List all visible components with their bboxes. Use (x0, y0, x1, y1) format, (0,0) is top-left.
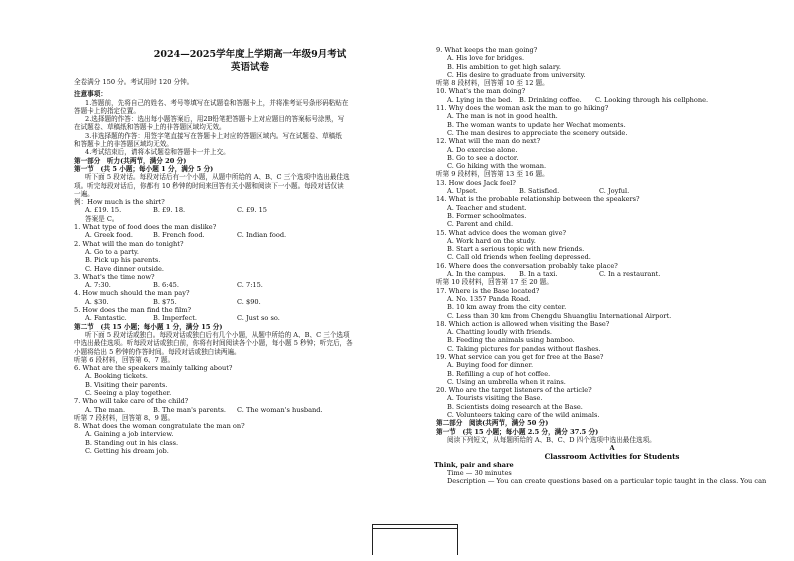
option: C. Have dinner outside. (85, 264, 164, 273)
option: C. In a restaurant. (599, 270, 661, 279)
question: 19. What service can you get for free at the Base? (436, 352, 604, 361)
notice-line: 在试题卷、草稿纸和答题卡上的非答题区域均无效。 (74, 123, 226, 132)
option: A. Teacher and student. (447, 203, 527, 212)
option: B. Start a serious topic with new friends. (447, 245, 585, 254)
option: B. Imperfect. (153, 314, 197, 323)
question: 20. Who are the target listeners of the article? (436, 386, 592, 395)
options-row (74, 231, 426, 239)
notice-line: 答题卡上的指定位置。 (74, 106, 140, 115)
options-row (74, 406, 426, 414)
options-row (74, 314, 426, 322)
option: B. The woman wants to update her Wechat moments. (447, 120, 626, 129)
section1-desc: 听下面 5 段对话。每段对话后有一个小题，从题中所给的 A、B、C 三个选项中选出最佳选 (85, 173, 350, 182)
option: A. His love for bridges. (447, 54, 525, 63)
option: C. The man desires to appreciate the scenery outside. (447, 128, 628, 137)
option: A. Go to a party. (85, 247, 139, 256)
option: B. Feeding the animals using bamboo. (447, 336, 575, 345)
option: C. Parent and child. (447, 220, 514, 229)
option: B. Refilling a cup of hot coffee. (447, 369, 551, 378)
option: A. Upset. (447, 187, 478, 196)
section2-heading: 第二节 (共 15 小题；每小题 1 分，满分 15 分) (74, 322, 223, 331)
option: C. Taking pictures for pandas without flashes. (447, 344, 601, 353)
question: 3. What's the time now? (74, 272, 155, 281)
option: A. Fantastic. (85, 314, 127, 323)
question: 8. What does the woman congratulate the man on? (74, 422, 245, 431)
section2-desc: 听下面 5 段对话或独白。每段对话或独白后有几个小题，从题中所给的 A、B、C 三个选项 (85, 330, 350, 339)
option: C. $90. (237, 297, 261, 306)
listen-instruction: 听第 9 段材料，回答第 13 至 16 题。 (436, 170, 549, 179)
option: C. His desire to graduate from university. (447, 70, 586, 79)
activity-description: Description — You can create questions based on a particular topic taught in the class. You can (447, 477, 767, 486)
option: B. The man's parents. (153, 405, 226, 414)
question: 4. How much should the man pay? (74, 289, 190, 298)
option: C. Joyful. (599, 187, 630, 196)
exam-subtitle: 英语试卷 (230, 62, 269, 73)
question: 1. What type of food does the man dislike? (74, 223, 217, 232)
question: 12. What will the man do next? (436, 137, 541, 146)
options-row (74, 281, 426, 289)
question: 2. What will the man do tonight? (74, 239, 184, 248)
section2-desc: 小题将给出 5 秒钟的作答时间。每段对话或独白读两遍。 (74, 347, 241, 356)
options-row (74, 298, 426, 306)
option: B. 10 km away from the city center. (447, 303, 567, 312)
option: A. $30. (85, 297, 109, 306)
reading-section1-desc: 阅读下列短文，从每题所给的 A、B、C、D 四个选项中选出最佳选项。 (447, 435, 656, 444)
part1-heading: 第一部分 听力(共两节，满分 20 分) (74, 156, 187, 165)
option: A. No. 1357 Panda Road. (447, 294, 531, 303)
part2-heading: 第二部分 阅读(共两节，满分 50 分) (436, 419, 549, 428)
option: B. Former schoolmates. (447, 211, 527, 220)
options-row (436, 96, 788, 104)
right-column (436, 46, 788, 486)
notice-line: 和答题卡上的非答题区域均无效。 (74, 140, 173, 149)
notice-line: 2.选择题的作答：选出每小题答案后，用2B铅笔把答题卡上对应题目的答案标号涂黑，写 (85, 115, 345, 124)
option: A. In the campus. (447, 270, 506, 279)
notice-title: 注意事项： (74, 90, 107, 99)
option: B. His ambition to get high salary. (447, 62, 561, 71)
example-answer: 答案是 C。 (85, 214, 119, 223)
question: 10. What's the man doing? (436, 87, 526, 96)
listen-instruction: 听第 10 段材料，回答第 17 至 20 题。 (436, 278, 553, 287)
option: B. French food. (153, 231, 205, 240)
question: 15. What advice does the woman give? (436, 228, 567, 237)
option: A. 7:30. (85, 281, 111, 290)
exam-title: 2024—2025学年度上学期高一年级9月考试 (153, 49, 347, 60)
option: B. Drinking coffee. (519, 95, 582, 104)
option: C. Just so so. (237, 314, 280, 323)
option: A. Lying in the bed. (447, 95, 513, 104)
option: A. The man is not in good health. (447, 112, 558, 121)
section1-desc: 一遍。 (74, 189, 94, 198)
option: C. Looking through his cellphone. (595, 95, 709, 104)
option: B. Satisfied. (519, 187, 560, 196)
reading-section1-heading: 第一节 (共 15 小题；每小题 2.5 分，满分 37.5 分) (436, 427, 599, 436)
example-options (74, 206, 426, 214)
listen-instruction: 听第 7 段材料，回答第 8、9 题。 (74, 413, 175, 422)
option: B. In a taxi. (519, 270, 558, 279)
option: C. Indian food. (237, 231, 287, 240)
question: 9. What keeps the man going? (436, 46, 538, 54)
option: A. £19. 15. (85, 206, 122, 215)
passage-title: Classroom Activities for Students (544, 451, 680, 461)
option: C. Call old friends when feeling depressed. (447, 253, 591, 262)
listen-instruction: 听第 8 段材料，回答第 10 至 12 题。 (436, 79, 549, 88)
question: 7. Who will take care of the child? (74, 397, 189, 406)
option: C. 7:15. (237, 281, 263, 290)
option: C. Seeing a play together. (85, 388, 172, 397)
option: B. 6:45. (153, 281, 179, 290)
page-footer-box (372, 524, 458, 555)
option: A. Booking tickets. (85, 372, 148, 381)
option: C. Using an umbrella when it rains. (447, 377, 566, 386)
question: 17. Where is the Base located? (436, 286, 540, 295)
activity-time: Time — 30 minutes (447, 469, 512, 478)
option: B. Scientists doing research at the Base. (447, 402, 583, 411)
option: C. Less than 30 km from Chengdu Shuangliu International Airport. (447, 311, 672, 320)
option: B. Go to see a doctor. (447, 153, 519, 162)
left-column (74, 48, 426, 455)
option: A. Buying food for dinner. (447, 361, 534, 370)
section1-desc: 项。听完每段对话后，你都有 10 秒钟的时间来回答有关小题和阅读下一小题。每段对话仅读 (74, 181, 344, 190)
notice-line: 1.答题前，先将自己的姓名、考号等填写在试题卷和答题卡上，并将准考证号条形码粘贴在 (85, 98, 349, 107)
option: A. Tourists visiting the Base. (447, 394, 543, 403)
option: B. £9. 18. (153, 206, 186, 215)
question: 6. What are the speakers mainly talking about? (74, 364, 233, 373)
option: A. Do exercise alone. (447, 145, 518, 154)
option: C. Go hiking with the woman. (447, 162, 547, 171)
option: B. $75. (153, 297, 177, 306)
notice-line: 3.非选择题的作答：用签字笔直接写在答题卡上对应的答题区域内。写在试题卷、草稿纸 (85, 131, 342, 140)
option: C. £9. 15 (237, 206, 267, 215)
option: B. Pick up his parents. (85, 256, 161, 265)
question: 13. How does Jack feel? (436, 178, 516, 187)
question: 18. Which action is allowed when visiting the Base? (436, 319, 610, 328)
option: C. The woman's husband. (237, 405, 323, 414)
option: A. Chatting loudly with friends. (447, 328, 552, 337)
notice-line: 4.考试结束后，请将本试题卷和答题卡一并上交。 (85, 148, 230, 157)
option: A. Work hard on the study. (447, 236, 536, 245)
listen-instruction: 听第 6 段材料，回答第 6、7 题。 (74, 355, 175, 364)
option: A. Gaining a job interview. (85, 430, 174, 439)
question: 14. What is the probable relationship between the speakers? (436, 195, 640, 204)
question: 16. Where does the conversation probably take place? (436, 261, 618, 270)
exam-info: 全卷满分 150 分。考试用时 120 分钟。 (74, 78, 194, 86)
section1-heading: 第一节 (共 5 小题；每小题 1 分，满分 5 分) (74, 164, 214, 173)
question: 5. How does the man find the film? (74, 306, 191, 315)
options-row (436, 187, 788, 195)
option: C. Getting his dream job. (85, 447, 169, 456)
option: B. Visiting their parents. (85, 380, 168, 389)
option: B. Standing out in his class. (85, 438, 179, 447)
option: A. Greek food. (85, 231, 133, 240)
example-question: 例：How much is the shirt? (74, 198, 165, 207)
passage-label: A (609, 444, 615, 453)
option: C. Volunteers taking care of the wild animals. (447, 411, 600, 420)
section2-desc: 中选出最佳选项。听每段对话或独白前，你将有时间阅读各个小题，每小题 5 秒钟；听完后，各 (74, 339, 353, 348)
question: 11. Why does the woman ask the man to go hiking? (436, 104, 609, 113)
activity-title: Think, pair and share (434, 460, 514, 469)
option: A. The man. (85, 405, 126, 414)
